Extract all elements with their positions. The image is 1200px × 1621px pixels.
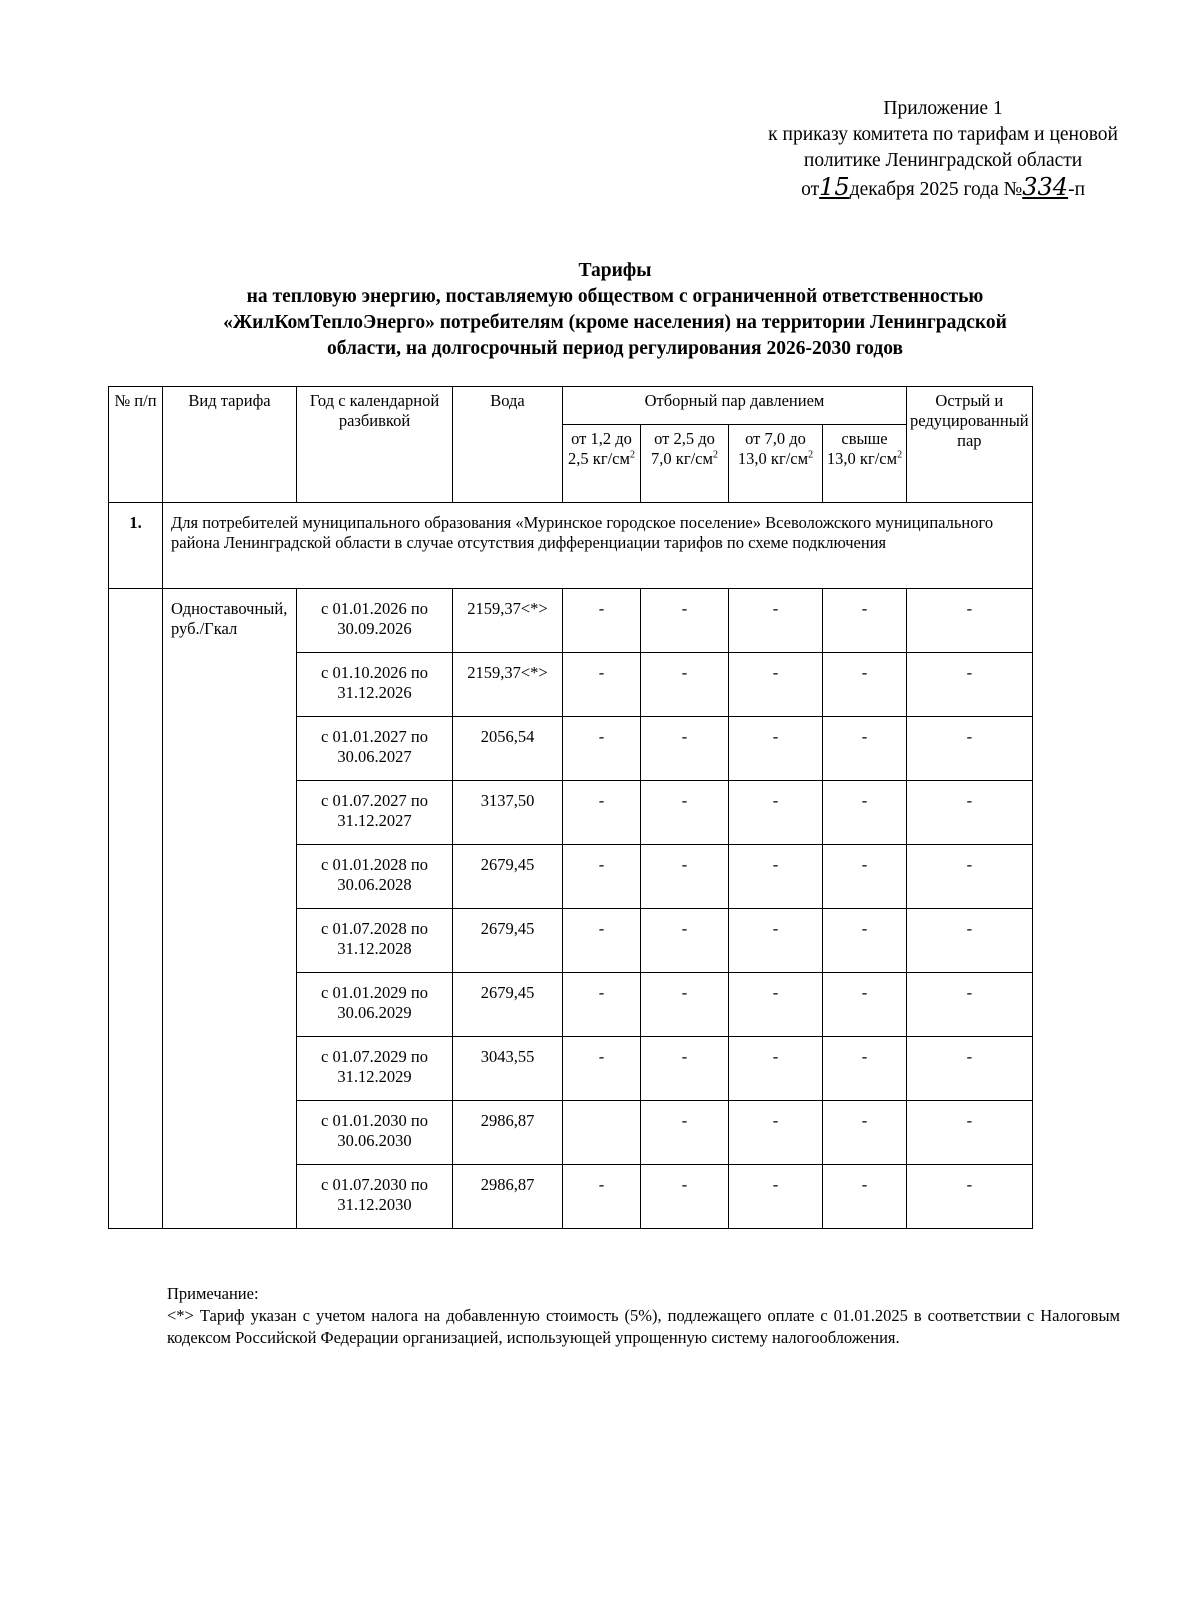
pressure-2-value: -: [641, 973, 729, 1037]
header-steam-group: Отборный пар давлением: [563, 387, 907, 425]
period: с 01.01.2028 по 30.06.2028: [297, 845, 453, 909]
sharp-steam-value: -: [907, 973, 1033, 1037]
header-row-1: [109, 387, 1033, 425]
pressure-4-value: -: [823, 1101, 907, 1165]
order-month-year: декабря 2025 года №: [849, 179, 1023, 200]
pressure-2-value: -: [641, 781, 729, 845]
pressure-2-value: -: [641, 1101, 729, 1165]
water-value: 2679,45: [453, 973, 563, 1037]
pressure-3-value: -: [729, 781, 823, 845]
pressure-4-value: -: [823, 845, 907, 909]
pressure-4-value: -: [823, 653, 907, 717]
pressure-3-value: -: [729, 717, 823, 781]
header-pressure-2-text: от 2,5 до 7,0 кг/см: [651, 429, 715, 468]
water-value: 2679,45: [453, 909, 563, 973]
header-water: Вода: [453, 387, 563, 503]
water-value: 2056,54: [453, 717, 563, 781]
document-title: [100, 258, 1130, 362]
header-pressure-1-text: от 1,2 до 2,5 кг/см: [568, 429, 632, 468]
period: с 01.01.2030 по 30.06.2030: [297, 1101, 453, 1165]
footnote: [115, 1283, 1120, 1349]
sharp-steam-value: -: [907, 781, 1033, 845]
header-pressure-3: [729, 425, 823, 503]
period: с 01.07.2028 по 31.12.2028: [297, 909, 453, 973]
header-pressure-3-text: от 7,0 до 13,0 кг/см: [737, 429, 809, 468]
period: с 01.07.2030 по 31.12.2030: [297, 1165, 453, 1229]
water-value: 3043,55: [453, 1037, 563, 1101]
pressure-1-value: -: [563, 653, 641, 717]
empty-num-cell: [109, 589, 163, 1229]
pressure-2-value: -: [641, 717, 729, 781]
period: с 01.07.2027 по 31.12.2027: [297, 781, 453, 845]
order-from: от: [801, 179, 820, 200]
sharp-steam-value: -: [907, 1165, 1033, 1229]
period: с 01.01.2027 по 30.06.2027: [297, 717, 453, 781]
period: с 01.10.2026 по 31.12.2026: [297, 653, 453, 717]
pressure-3-value: -: [729, 973, 823, 1037]
pressure-3-value: -: [729, 1165, 823, 1229]
title-line-2: на тепловую энергию, поставляемую обществом с ограниченной ответственностью: [246, 286, 984, 307]
header-num: № п/п: [109, 387, 163, 503]
appendix-line-1: Приложение 1: [883, 98, 1003, 119]
sharp-steam-value: -: [907, 1037, 1033, 1101]
pressure-2-value: -: [641, 1165, 729, 1229]
title-line-1: Тарифы: [578, 260, 652, 281]
pressure-4-value: -: [823, 781, 907, 845]
header-pressure-4-text: свыше 13,0 кг/см: [826, 429, 898, 468]
water-value: 2159,37<*>: [453, 589, 563, 653]
appendix-line-2: к приказу комитета по тарифам и ценовой: [768, 124, 1118, 145]
tariff-type: Одноставочный, руб./Гкал: [163, 589, 297, 1229]
pressure-1-value: -: [563, 1037, 641, 1101]
pressure-3-value: -: [729, 589, 823, 653]
appendix-order-line: [768, 174, 1118, 203]
period: с 01.07.2029 по 31.12.2029: [297, 1037, 453, 1101]
pressure-4-value: -: [823, 1165, 907, 1229]
water-value: 2159,37<*>: [453, 653, 563, 717]
title-line-4: области, на долгосрочный период регулирования 2026-2030 годов: [326, 338, 904, 359]
sharp-steam-value: -: [907, 845, 1033, 909]
pressure-1-value: -: [563, 717, 641, 781]
header-pressure-1-sup: 2: [629, 449, 635, 461]
pressure-4-value: -: [823, 973, 907, 1037]
pressure-3-value: -: [729, 1037, 823, 1101]
pressure-3-value: -: [729, 653, 823, 717]
title-line-3: «ЖилКомТеплоЭнерго» потребителям (кроме населения) на территории Ленинградской: [223, 312, 1007, 333]
appendix-line-3: политике Ленинградской области: [803, 150, 1083, 171]
header-type: Вид тарифа: [163, 387, 297, 503]
header-pressure-2: [641, 425, 729, 503]
period: с 01.01.2029 по 30.06.2029: [297, 973, 453, 1037]
section-row: [109, 503, 1033, 589]
pressure-2-value: -: [641, 909, 729, 973]
section-text: Для потребителей муниципального образования «Муринское городское поселение» Всеволожского муниципального района Ленинградской области в случае отсутствия дифференциации тарифов по схеме подключения: [163, 503, 1033, 589]
sharp-steam-value: -: [907, 589, 1033, 653]
sharp-steam-value: -: [907, 653, 1033, 717]
pressure-3-value: -: [729, 1101, 823, 1165]
water-value: 2986,87: [453, 1165, 563, 1229]
header-pressure-2-sup: 2: [712, 449, 718, 461]
header-pressure-3-sup: 2: [808, 449, 814, 461]
pressure-3-value: -: [729, 845, 823, 909]
pressure-1-value: -: [563, 845, 641, 909]
pressure-4-value: -: [823, 717, 907, 781]
pressure-2-value: -: [641, 1037, 729, 1101]
order-suffix: -п: [1068, 179, 1086, 200]
note-label: Примечание:: [167, 1284, 259, 1303]
pressure-4-value: -: [823, 1037, 907, 1101]
tariff-table: [108, 386, 1033, 1229]
header-pressure-4: [823, 425, 907, 503]
water-value: 2986,87: [453, 1101, 563, 1165]
pressure-4-value: -: [823, 909, 907, 973]
order-number: 334: [1022, 173, 1069, 201]
pressure-2-value: -: [641, 653, 729, 717]
pressure-4-value: -: [823, 589, 907, 653]
pressure-2-value: -: [641, 589, 729, 653]
pressure-1-value: -: [563, 973, 641, 1037]
pressure-1-value: -: [563, 1165, 641, 1229]
pressure-1-value: -: [563, 781, 641, 845]
pressure-1-value: -: [563, 909, 641, 973]
pressure-2-value: -: [641, 845, 729, 909]
sharp-steam-value: -: [907, 717, 1033, 781]
water-value: 2679,45: [453, 845, 563, 909]
appendix-header: [768, 96, 1118, 203]
pressure-3-value: -: [729, 909, 823, 973]
table-row: [109, 589, 1033, 653]
water-value: 3137,50: [453, 781, 563, 845]
header-sharp-steam: Острый и редуцированный пар: [907, 387, 1033, 503]
header-year: Год с календарной разбивкой: [297, 387, 453, 503]
header-pressure-1: [563, 425, 641, 503]
period: с 01.01.2026 по 30.09.2026: [297, 589, 453, 653]
note-text: <*> Тариф указан с учетом налога на добавленную стоимость (5%), подлежащего оплате с 01.01.2025 в соответствии с Налоговым кодексом Российской Федерации организацией, использующей упрощенную систему налогообложения.: [167, 1306, 1120, 1347]
section-num: 1.: [109, 503, 163, 589]
sharp-steam-value: -: [907, 909, 1033, 973]
order-day: 15: [819, 173, 850, 201]
pressure-1-value: -: [563, 589, 641, 653]
header-pressure-4-sup: 2: [897, 449, 903, 461]
pressure-1-value: [563, 1101, 641, 1165]
sharp-steam-value: -: [907, 1101, 1033, 1165]
